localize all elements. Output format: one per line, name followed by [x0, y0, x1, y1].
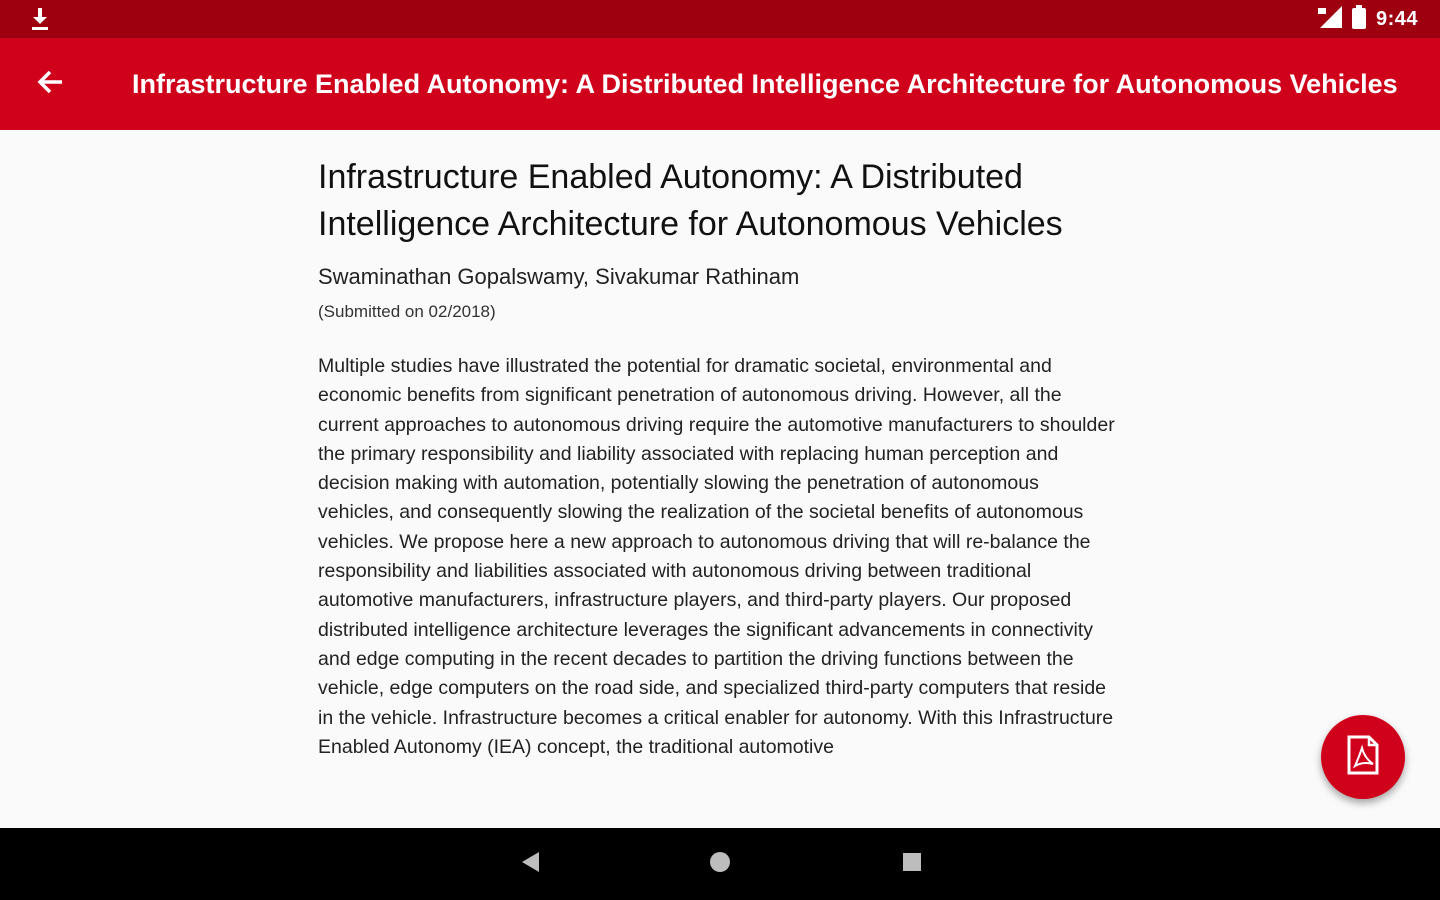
article-view[interactable]: [0, 130, 1440, 828]
nav-recents-button[interactable]: [890, 842, 934, 886]
article: [318, 154, 1118, 762]
battery-icon: [1352, 5, 1366, 34]
nav-home-icon: [709, 851, 731, 878]
paper-abstract: Multiple studies have illustrated the potential for dramatic societal, environmental and economic benefits from significant penetration of autonomous driving. However, all the current approaches to autonomous driving require the automotive manufacturers to shoulder the primary responsibility and liability associated with replacing human perception and decision making with automation, potentially slowing the penetration of autonomous vehicles, and consequently slowing the realization of the societal benefits of autonomous vehicles. We propose here a new approach to autonomous driving that will re-balance the responsibility and liabilities associated with autonomous driving between traditional automotive manufacturers, infrastructure players, and third-party players. Our proposed distributed intelligence architecture leverages the significant advancements in connectivity and edge computing in the recent decades to partition the driving functions between the vehicle, edge computers on the road side, and specialized third-party computers that reside in the vehicle. Infrastructure becomes a critical enabler for autonomy. With this Infrastructure Enabled Autonomy (IEA) concept, the traditional automotive: [318, 355, 1115, 758]
paper-authors: Swaminathan Gopalswamy, Sivakumar Rathinam: [318, 264, 800, 289]
download-icon: [28, 6, 52, 32]
nav-home-button[interactable]: [698, 842, 742, 886]
pdf-icon: [1346, 735, 1380, 780]
app-bar-title: Infrastructure Enabled Autonomy: A Distributed Intelligence Architecture for Autonomous Vehicles: [132, 69, 1398, 99]
open-pdf-button[interactable]: [1321, 715, 1405, 799]
submission-date: (Submitted on 02/2018): [318, 302, 496, 321]
app-bar: [0, 38, 1440, 130]
paper-title: Infrastructure Enabled Autonomy: A Distributed Intelligence Architecture for Autonomous Vehicles: [318, 158, 1063, 243]
status-bar: [0, 0, 1440, 38]
nav-back-icon: [519, 851, 541, 878]
arrow-left-icon: [36, 69, 64, 100]
back-button[interactable]: [22, 60, 78, 108]
status-time: 9:44: [1375, 7, 1418, 30]
nav-recents-icon: [901, 851, 923, 878]
status-icons: [1318, 0, 1418, 38]
signal-icon: [1318, 6, 1342, 33]
nav-back-button[interactable]: [508, 842, 552, 886]
navigation-bar: [0, 828, 1440, 900]
